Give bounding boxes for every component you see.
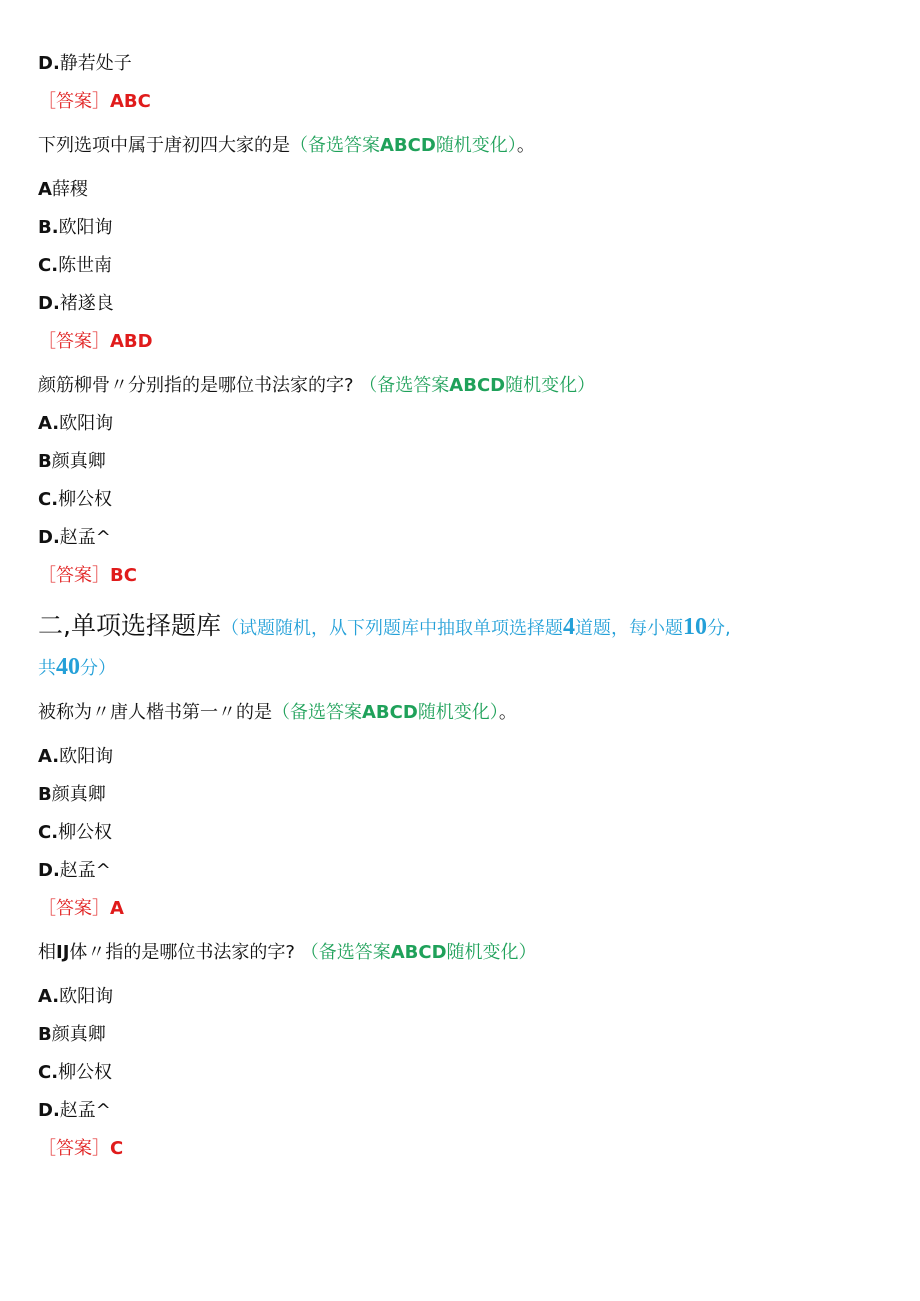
option-text: 欧阳询 (59, 746, 114, 767)
option-text: 柳公权 (58, 822, 113, 843)
option-text: 柳公权 (58, 1062, 113, 1083)
option-d (38, 52, 132, 76)
option-text: 欧阳询 (59, 986, 114, 1007)
section-note-cont: 共40分） (38, 654, 116, 680)
option-d (38, 292, 114, 316)
option-text: 柳公权 (58, 489, 113, 510)
option-b (38, 450, 106, 474)
option-text: 褚遂良 (59, 293, 114, 314)
option-c (38, 254, 112, 278)
section-note: （试题随机，从下列题库中抽取单项选择题4道题，每小题10分, (220, 614, 731, 640)
option-letter: C. (38, 255, 59, 276)
answer-letters: ABD (110, 331, 153, 352)
question-end: 。 (498, 702, 517, 723)
option-letter: D. (38, 860, 60, 881)
option-c (38, 1061, 112, 1085)
question-text: 颜筋柳骨〃分别指的是哪位书法家的字? (38, 375, 354, 396)
answer-letters: C (110, 1138, 124, 1159)
question-4 (38, 941, 537, 965)
answer-label: ［答案］ (38, 565, 110, 586)
option-letter: A. (38, 746, 60, 767)
answer-line (38, 90, 151, 114)
answer-label: ［答案］ (38, 91, 110, 112)
option-letter: B (38, 1024, 52, 1045)
option-letter: D. (38, 53, 60, 74)
section-title: 二,单项选择题库 (38, 611, 221, 640)
option-text: 赵孟^ (59, 527, 111, 548)
option-d (38, 526, 111, 550)
option-text: 欧阳询 (59, 413, 114, 434)
section-heading (38, 610, 731, 645)
option-c (38, 488, 112, 512)
question-text: 相IJ体〃指的是哪位书法家的字? (38, 942, 295, 963)
option-a (38, 745, 113, 769)
option-letter: A. (38, 413, 60, 434)
option-a (38, 412, 113, 436)
question-note: （备选答案ABCD随机变化） (300, 942, 537, 963)
option-text: 薛稷 (51, 179, 88, 200)
option-text: 赵孟^ (59, 860, 111, 881)
option-b (38, 216, 113, 240)
option-letter: D. (38, 293, 60, 314)
option-b (38, 1023, 106, 1047)
option-letter: C. (38, 489, 59, 510)
question-2 (38, 374, 595, 398)
option-text: 欧阳询 (58, 217, 113, 238)
question-text: 下列选项中属于唐初四大家的是 (38, 135, 290, 156)
answer-line (38, 897, 124, 921)
option-d (38, 1099, 111, 1123)
option-letter: D. (38, 1100, 60, 1121)
option-letter: C. (38, 822, 59, 843)
option-text: 颜真卿 (51, 1024, 106, 1045)
option-b (38, 783, 106, 807)
answer-letters: ABC (110, 91, 151, 112)
answer-line (38, 1137, 123, 1161)
option-letter: B. (38, 217, 59, 238)
option-text: 陈世南 (58, 255, 113, 276)
option-letter: A. (38, 986, 60, 1007)
question-note: （备选答案ABCD随机变化） (359, 375, 596, 396)
question-note: （备选答案ABCD随机变化） (272, 702, 499, 723)
answer-label: ［答案］ (38, 331, 110, 352)
option-letter: B (38, 451, 52, 472)
question-3 (38, 701, 517, 725)
option-text: 静若处子 (59, 53, 132, 74)
answer-letters: A (110, 898, 124, 919)
option-text: 颜真卿 (51, 784, 106, 805)
question-1 (38, 134, 535, 158)
option-letter: D. (38, 527, 60, 548)
option-letter: C. (38, 1062, 59, 1083)
question-end: 。 (516, 135, 535, 156)
option-text: 颜真卿 (51, 451, 106, 472)
answer-letters: BC (110, 565, 137, 586)
option-a (38, 985, 113, 1009)
option-text: 赵孟^ (59, 1100, 111, 1121)
answer-line (38, 330, 153, 354)
question-text: 被称为〃唐人楷书第一〃的是 (38, 702, 272, 723)
option-d (38, 859, 111, 883)
answer-label: ［答案］ (38, 1138, 110, 1159)
option-letter: B (38, 784, 52, 805)
answer-line (38, 564, 137, 588)
answer-label: ［答案］ (38, 898, 110, 919)
option-a (38, 178, 88, 202)
option-c (38, 821, 112, 845)
question-note: （备选答案ABCD随机变化） (290, 135, 517, 156)
option-letter: A (38, 179, 52, 200)
